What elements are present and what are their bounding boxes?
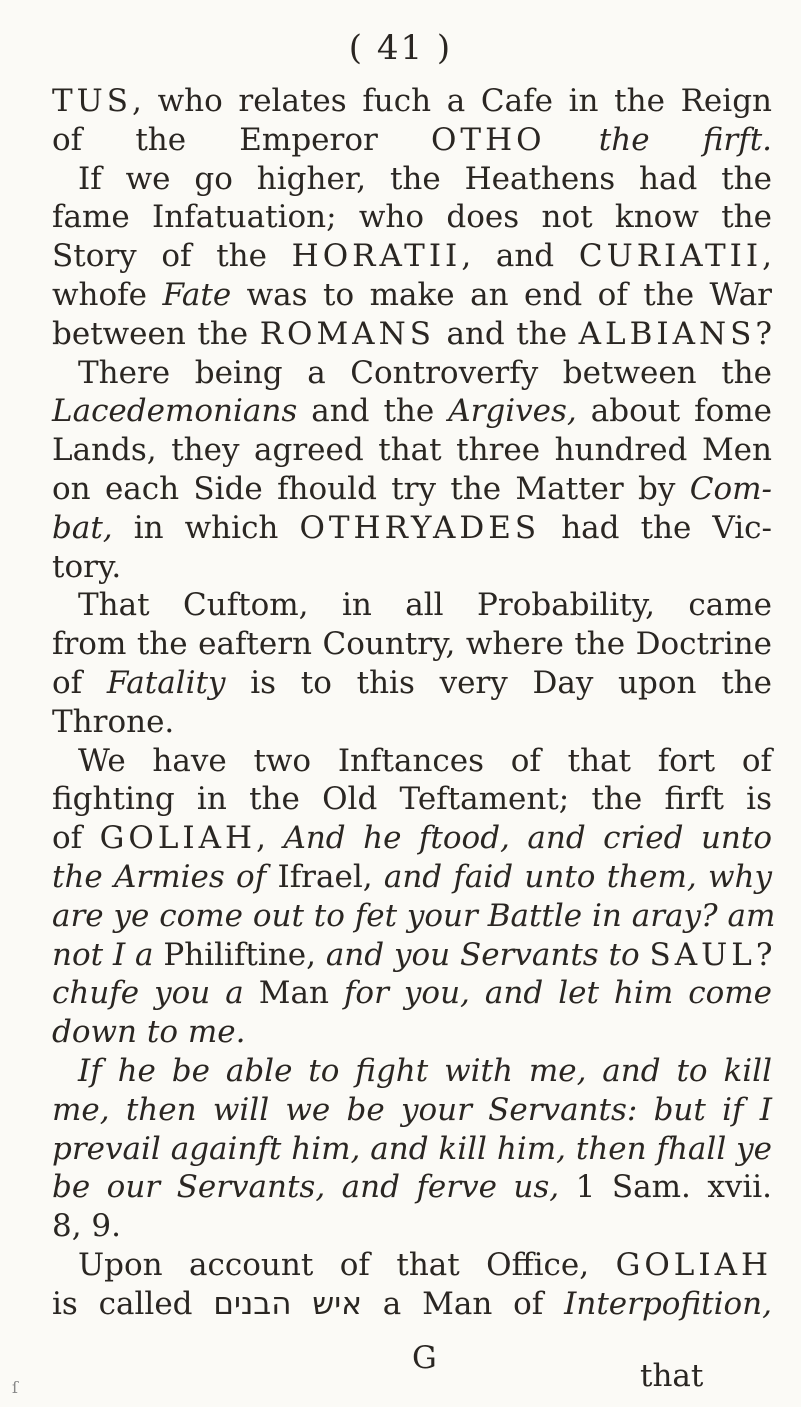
text-line [52, 1091, 772, 1130]
small-caps-name: SAUL [649, 936, 756, 973]
text-run: , and [461, 238, 579, 275]
text-run: fighting in the Old Teftament; the firft is [52, 781, 772, 818]
text-run: Story of the [52, 238, 292, 275]
italic-text: Lacedemonians [52, 393, 298, 430]
text-run: We have two Inftances of that fort of [78, 742, 772, 779]
text-line [52, 160, 772, 199]
text-line [52, 82, 772, 121]
text-line [52, 198, 772, 237]
text-run: on each Side fhould try the Matter by [52, 470, 690, 507]
text-line [52, 548, 772, 587]
text-line [52, 1285, 772, 1324]
text-run: That Cuftom, in all Probability, came [78, 587, 772, 624]
italic-text: If he be able to fight with me, and to kill [78, 1052, 772, 1089]
text-line [52, 315, 772, 354]
text-line [52, 586, 772, 625]
text-run: Ifrael, [266, 858, 384, 895]
italic-text: Interpofition, [564, 1285, 772, 1322]
text-run: and the [434, 315, 579, 352]
italic-text: the Armies of [52, 858, 267, 895]
text-line [52, 1013, 772, 1052]
text-run: of the Emperor [52, 121, 432, 158]
hebrew-text: איש הבנים [213, 1285, 362, 1322]
italic-text: Com- [689, 470, 772, 507]
text-run: There being a Controverfy between the [78, 354, 772, 391]
text-run: Upon account of that Office, [78, 1246, 616, 1283]
small-caps-name: GOLIAH [615, 1246, 772, 1283]
text-line [52, 1130, 772, 1169]
italic-text: down to me. [52, 1014, 246, 1051]
text-run: ? [755, 315, 772, 352]
text-line [52, 470, 772, 509]
text-run: about fome [576, 393, 773, 430]
italic-text: and faid unto them, why [383, 858, 772, 895]
text-run: tory. [52, 548, 122, 585]
text-line [52, 742, 772, 781]
italic-text: and you Servants to [325, 936, 640, 973]
text-run: Man [243, 975, 344, 1012]
italic-text: are ye come out to fet your Battle in aray? am [52, 897, 776, 934]
small-caps-name: TUS [52, 83, 133, 119]
text-run: a Man of [361, 1285, 565, 1322]
small-caps-name: OTHRYADES [299, 509, 541, 546]
italic-text: And he ftood, and cried unto [283, 820, 772, 857]
text-line [52, 936, 772, 975]
text-run: , [762, 238, 772, 275]
text-run: 8, 9. [52, 1208, 122, 1245]
text-line [52, 858, 772, 897]
text-run: between the [52, 315, 260, 352]
italic-text: Fatality [106, 664, 226, 701]
small-caps-name: GOLIAH [99, 820, 257, 857]
text-run: 1 Sam. xvii. [559, 1169, 772, 1206]
italic-text: prevail againft him, and kill him, then fhall ye [52, 1130, 772, 1167]
text-run: of [52, 664, 107, 701]
text-line [52, 509, 772, 548]
text-line [52, 431, 772, 470]
text-run [546, 122, 599, 158]
italic-text: Argives, [448, 393, 577, 430]
italic-text: Fate [162, 276, 232, 313]
text-run: and the [297, 393, 449, 430]
text-run: from the eaftern Country, where the Doctrine [52, 626, 772, 663]
text-line [52, 1052, 772, 1091]
page-footer [0, 1340, 801, 1394]
page-number: ( 41 ) [348, 28, 453, 68]
text-line [52, 392, 772, 431]
text-run: is called [52, 1285, 214, 1322]
text-line [52, 1246, 772, 1285]
text-line [52, 354, 772, 393]
small-caps-name: HORATII [291, 238, 462, 275]
italic-text: not I a [52, 936, 154, 973]
text-run: in which [112, 509, 300, 546]
text-line [52, 625, 772, 664]
text-line [52, 703, 772, 742]
text-run: If we go higher, the Heathens had the [78, 160, 772, 197]
italic-text: bat, [52, 509, 113, 546]
text-line [52, 974, 772, 1013]
text-run: , [256, 820, 284, 857]
small-caps-name: ALBIANS [578, 315, 756, 352]
italic-text: be our Servants, and ferve us, [52, 1169, 560, 1206]
italic-text: for you, and let him come [343, 975, 772, 1012]
small-caps-name: CURIATII [578, 238, 763, 275]
text-run: had the Vic- [540, 509, 773, 546]
text-run: whofe [52, 276, 163, 313]
text-run: fame Infatuation; who does not know the [52, 199, 772, 236]
text-run: Throne. [52, 703, 175, 740]
text-run: Lands, they agreed that three hundred Men [52, 432, 772, 469]
text-run: , who relates fuch a Cafe in the Reign [132, 83, 772, 119]
italic-text: me, then will we be your Servants: but if I [52, 1091, 772, 1128]
text-line [52, 897, 776, 936]
text-line [52, 780, 772, 819]
text-line [52, 1168, 772, 1207]
text-run: was to make an end of the War [231, 276, 772, 313]
italic-text: the firft. [598, 121, 773, 158]
small-caps-name: ROMANS [259, 315, 435, 352]
text-line [52, 121, 772, 160]
text-run: ? [755, 936, 773, 973]
text-line [52, 237, 772, 276]
signature-mark: G [412, 1340, 437, 1376]
catchword: that [640, 1358, 704, 1394]
text-line [52, 1207, 772, 1246]
text-run: Philiftine, [153, 936, 326, 973]
text-line [52, 819, 772, 858]
small-caps-name: OTHO [431, 121, 546, 158]
text-run: of [52, 820, 100, 857]
text-run [640, 937, 650, 973]
text-line [52, 276, 772, 315]
body-text [52, 82, 776, 1324]
text-run: is to this very Day upon the [225, 664, 772, 701]
italic-text: chufe you a [52, 975, 244, 1012]
text-line [52, 664, 772, 703]
margin-mark-icon: ſ [12, 1378, 18, 1397]
